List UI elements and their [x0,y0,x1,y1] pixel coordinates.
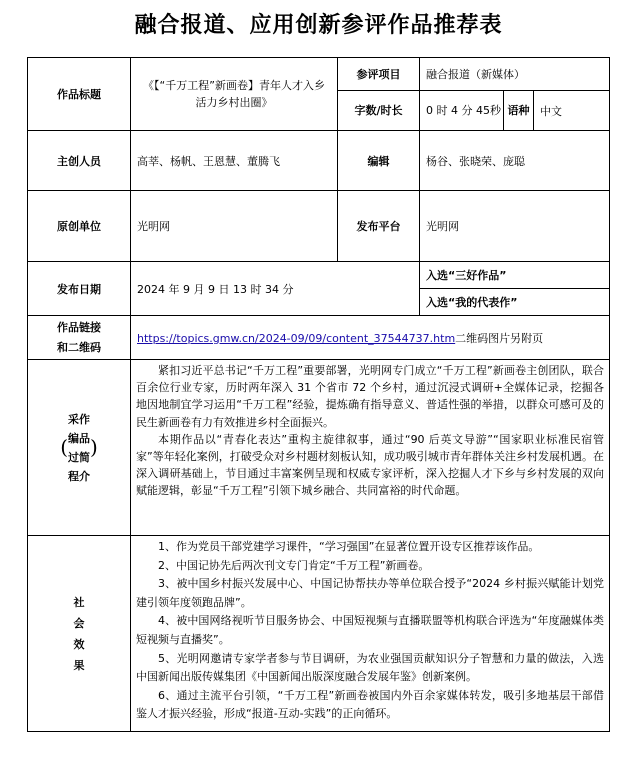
left-bracket: ( [60,435,68,459]
link-label [28,316,131,360]
publish-label: 发布日期 [28,262,131,316]
effect-label-char1: 社 [73,595,85,609]
process-text [131,360,610,536]
creators-label: 主创人员 [28,131,131,191]
editors-value: 杨谷、张晓荣、庞聪 [420,131,610,191]
process-label-row3: 过简 [68,450,90,464]
effect-item: 5、光明网邀请专家学者参与节目调研，为农业强国贡献知识分子智慧和力量的做法，入选中国新闻出版传媒集团《中国新闻出版深度融合发展年鉴》创新案例。 [136,651,605,684]
language-value: 中文 [534,91,610,131]
length-label: 字数/时长 [338,91,420,131]
page-title: 融合报道、应用创新参评作品推荐表 [134,12,503,38]
creators-value: 高莘、杨帆、王恩慧、董腾飞 [131,131,338,191]
origin-value: 光明网 [131,191,338,262]
selection-my-work: 入选“我的代表作” [420,289,610,316]
category-label: 参评项目 [338,58,420,91]
effect-label-char3: 效 [73,637,85,651]
editors-label: 编辑 [338,131,420,191]
effect-item: 3、被中国乡村振兴发展中心、中国记协帮扶办等单位联合授予“2024 乡村振兴赋能计划党建引领年度领跑品牌”。 [136,577,605,609]
process-paragraph-1: 紧扣习近平总书记“千万工程”重要部署，光明网专门成立“千万工程”新画卷主创团队，联合百余位行业专家，历时两年深入 31 个省市 72 个乡村，通过沉浸式调研+全媒体记录，挖掘各地因地制宜学习运用“千万工程”经验，提炼确有指导意义、普适性强的举措，以群众可感可及的民生新画卷有力有效推进乡村全面振兴。 [136,364,605,429]
work-url-link[interactable]: https://topics.gmw.cn/2024-09/09/content_37544737.htm [137,331,456,345]
qr-note: 二维码图片另附页 [455,331,544,345]
publish-value: 2024 年 9 月 9 日 13 时 34 分 [131,262,420,316]
effect-label [28,536,131,732]
effect-label-char2: 会 [73,616,85,630]
process-label [28,360,131,536]
origin-label: 原创单位 [28,191,131,262]
effect-item: 1、作为党员干部党建学习课件，“学习强国”在显著位置开设专区推荐该作品。 [158,540,540,553]
process-label-row1: 采作 [68,412,90,426]
effect-item: 2、中国记协先后两次刊文专门肯定“千万工程”新画卷。 [158,558,430,572]
effect-text [131,536,610,732]
length-value: 0 时 4 分 45秒 [420,91,504,131]
recommendation-form [27,57,610,732]
effect-item: 4、被中国网络视听节目服务协会、中国短视频与直播联盟等机构联合评选为“年度融媒体类短视频与直播奖”。 [136,614,605,646]
platform-value: 光明网 [420,191,610,262]
category-value: 融合报道（新媒体） [420,58,610,91]
selection-three-good: 入选“三好作品” [420,262,610,289]
link-value [131,316,610,360]
effect-label-char4: 果 [73,658,85,672]
process-label-row2: 编品 [68,431,90,445]
language-label: 语种 [504,91,534,131]
effect-item: 6、通过主流平台引领，“千万工程”新画卷被国内外百余家媒体转发，吸引多地基层干部借鉴人才振兴经验，形成“报道-互动-实践”的正向循环。 [136,688,605,721]
process-label-row4: 程介 [68,469,90,483]
work-title-label: 作品标题 [28,58,131,131]
link-label-line1: 作品链接 [57,320,101,334]
work-title-value: 《【“千万工程”新画卷】青年人才入乡 活力乡村出圈》 [131,58,338,131]
process-paragraph-2: 本期作品以“青春化表达”重构主旋律叙事，通过“90 后英文导游”“国家职业标准民宿管家”等年轻化案例，打破受众对乡村题材刻板认知，成功吸引城市青年群体关注乡村发展机遇。在深入调研基础上，节目通过丰富案例呈现和权威专家评析，深入挖掘人才下乡与乡村发展的双向赋能逻辑，彰显“千万工程”引领下城乡融合、共同富裕的时代命题。 [136,432,605,498]
right-bracket: ) [90,435,98,459]
platform-label: 发布平台 [338,191,420,262]
link-label-line2: 和二维码 [57,340,101,354]
